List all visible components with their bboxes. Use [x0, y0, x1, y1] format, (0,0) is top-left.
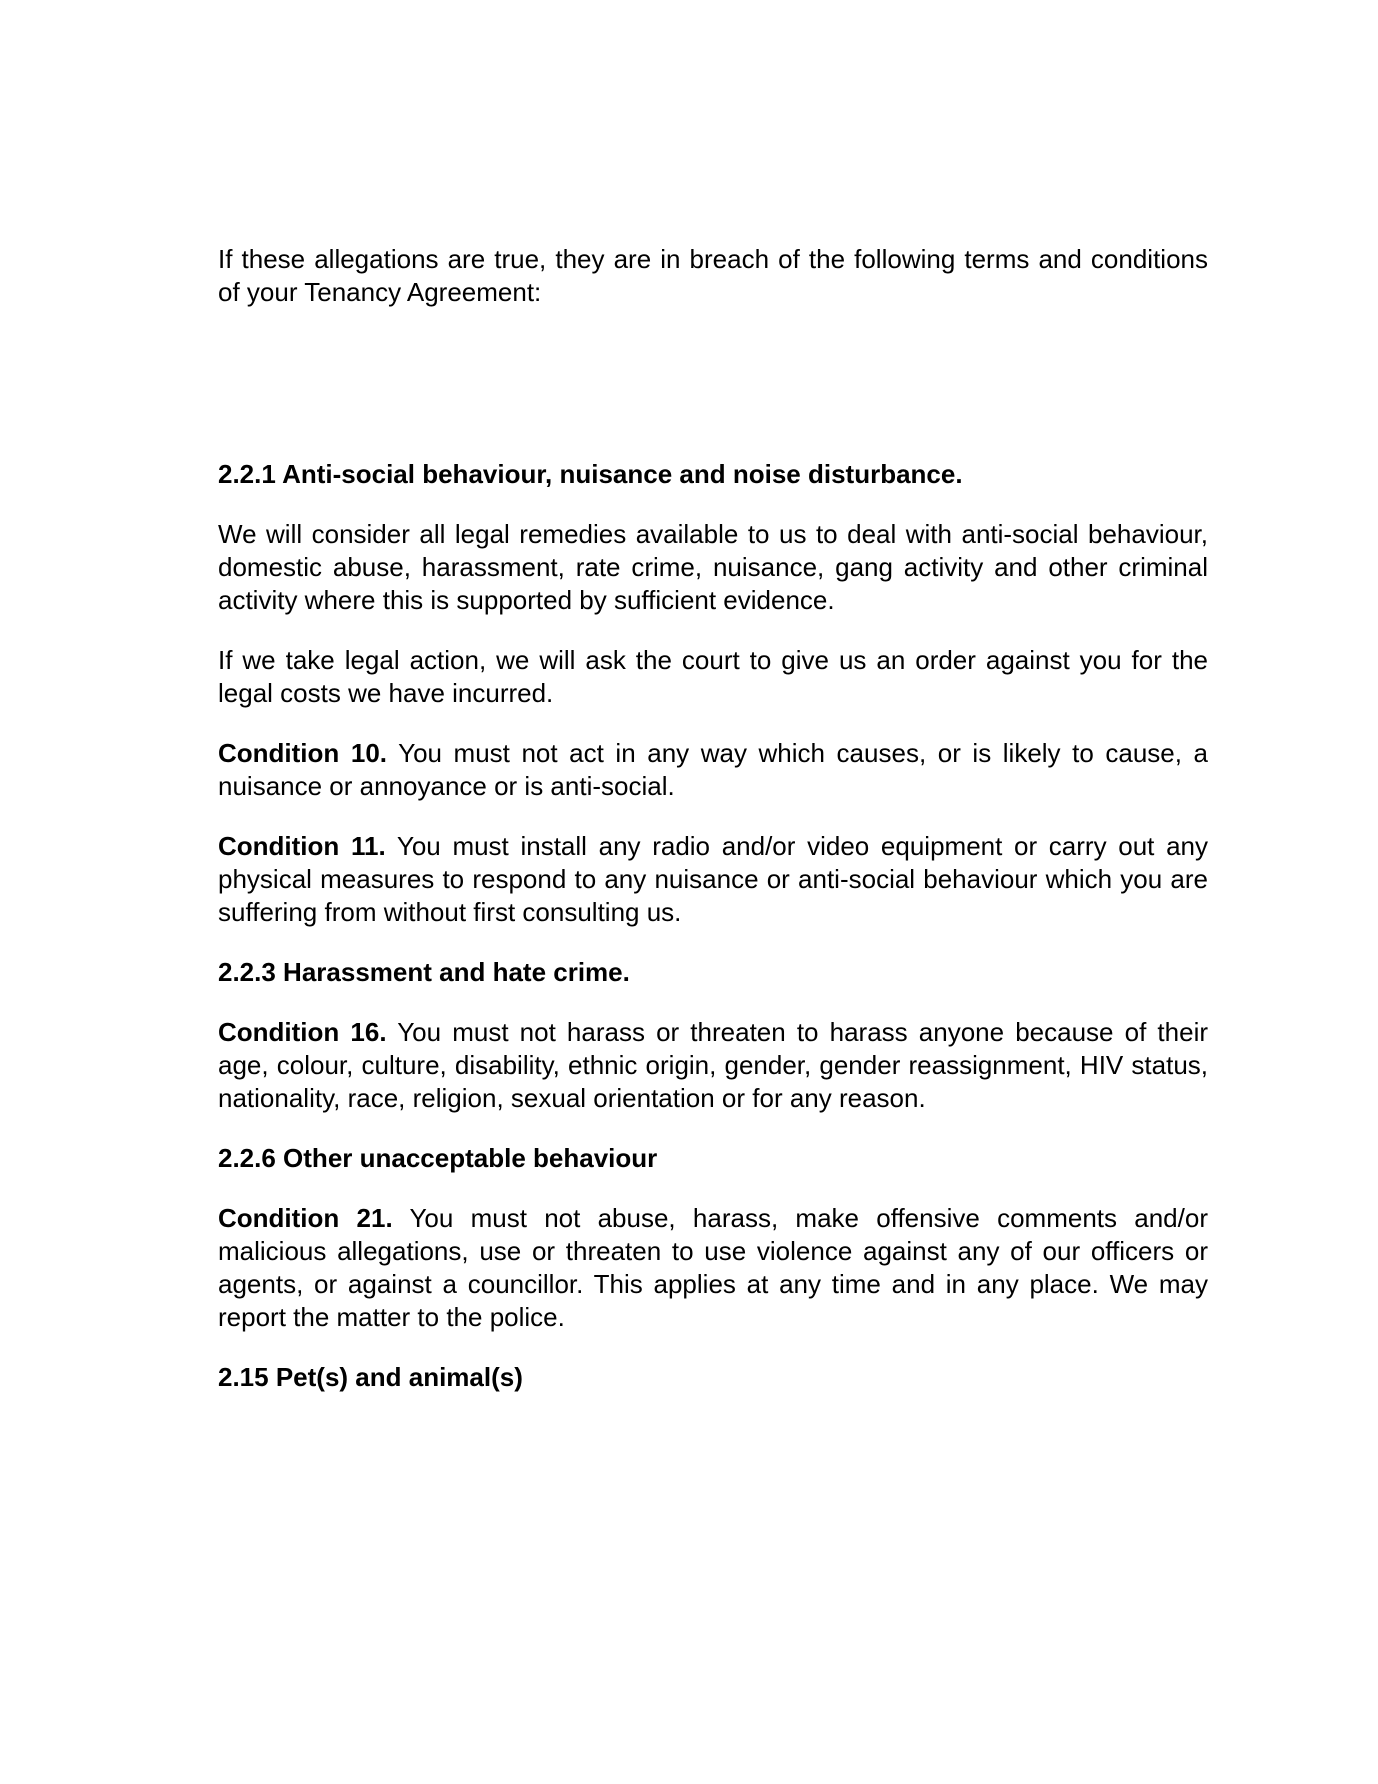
- paragraph-condition-10: [218, 737, 1208, 803]
- condition-11-label: Condition 11.: [218, 831, 386, 861]
- heading-anti-social-behaviour: 2.2.1 Anti-social behaviour, nuisance and noise disturbance.: [218, 459, 963, 489]
- condition-21-label: Condition 21.: [218, 1203, 393, 1233]
- condition-21-text: You must not abuse, harass, make offensive comments and/or malicious allegations, use or threaten to use violence against any of our officers or agents, or against a councillor. This applies at any time and in any place. We may report the matter to the police.: [218, 1203, 1208, 1332]
- condition-16-text: You must not harass or threaten to harass anyone because of their age, colour, culture, disability, ethnic origin, gender, gender reassignment, HIV status, nationality, race, religion, sexual orientation or for any reason.: [218, 1017, 1208, 1113]
- page-content: [218, 0, 1208, 1394]
- condition-10-label: Condition 10.: [218, 738, 388, 768]
- paragraph-condition-16: [218, 1016, 1208, 1115]
- paragraph-legal-remedies: We will consider all legal remedies available to us to deal with anti-social behaviour, domestic abuse, harassment, rate crime, nuisance, gang activity and other criminal activity where this is supported by sufficient evidence.: [218, 519, 1208, 615]
- condition-11-text: You must install any radio and/or video equipment or carry out any physical measures to respond to any nuisance or anti-social behaviour which you are suffering from without first consulting us.: [218, 831, 1208, 927]
- heading-other-unacceptable-behaviour: 2.2.6 Other unacceptable behaviour: [218, 1143, 658, 1173]
- paragraph-condition-21: [218, 1202, 1208, 1334]
- heading-harassment-hate-crime: 2.2.3 Harassment and hate crime.: [218, 957, 630, 987]
- condition-16-label: Condition 16.: [218, 1017, 387, 1047]
- heading-pets-and-animals: 2.15 Pet(s) and animal(s): [218, 1362, 523, 1392]
- paragraph-condition-11: [218, 830, 1208, 929]
- paragraph-legal-action: If we take legal action, we will ask the court to give us an order against you for the legal costs we have incurred.: [218, 645, 1208, 708]
- paragraph-intro: If these allegations are true, they are in breach of the following terms and conditions of your Tenancy Agreement:: [218, 244, 1208, 307]
- condition-10-text: You must not act in any way which causes, or is likely to cause, a nuisance or annoyance or is anti-social.: [218, 738, 1208, 801]
